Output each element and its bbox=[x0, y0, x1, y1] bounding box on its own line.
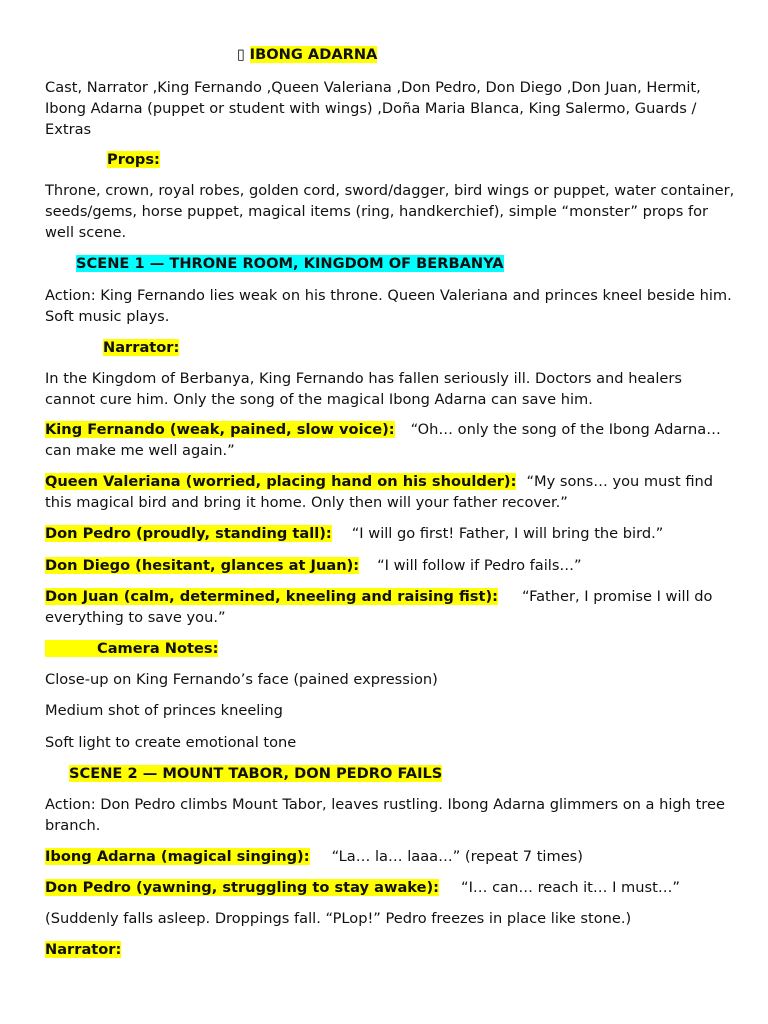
scene2-action: Action: Don Pedro climbs Mount Tabor, leaves rustling. Ibong Adarna glimmers on a high tree branch. bbox=[45, 796, 725, 834]
cast-list: Cast, Narrator ,King Fernando ,Queen Valeriana ,Don Pedro, Don Diego ,Don Juan, Hermit, Ibong Adarna (puppet or student with wings) ,Doña Maria Blanca, King Salermo, Guards / Extras bbox=[45, 79, 701, 138]
speaker-don-pedro: Don Pedro (proudly, standing tall): bbox=[45, 525, 332, 542]
scene2-heading-line bbox=[69, 763, 442, 784]
camera-notes-heading-line bbox=[45, 638, 735, 659]
speaker-don-diego: Don Diego (hesitant, glances at Juan): bbox=[45, 557, 360, 574]
line-don-juan: “Father, I promise I will do everything to save you.” bbox=[45, 588, 713, 626]
dialogue-don-diego bbox=[45, 555, 735, 576]
scene2-narrator-heading-line bbox=[45, 939, 735, 960]
speaker-ibong-adarna: Ibong Adarna (magical singing): bbox=[45, 848, 310, 865]
dialogue-queen-valeriana bbox=[45, 471, 735, 513]
line-don-diego: “I will follow if Pedro fails…” bbox=[377, 557, 582, 574]
line-queen-valeriana: “My sons… you must find this magical bird and bring it home. Only then will your father recover.” bbox=[45, 473, 714, 511]
camera-note: Soft light to create emotional tone bbox=[45, 734, 297, 751]
dialogue-don-pedro-2 bbox=[45, 877, 735, 898]
speaker-don-pedro-2: Don Pedro (yawning, struggling to stay awake): bbox=[45, 879, 440, 896]
speaker-queen-valeriana: Queen Valeriana (worried, placing hand on his shoulder): bbox=[45, 473, 517, 490]
line-don-pedro: “I will go first! Father, I will bring the bird.” bbox=[351, 525, 664, 542]
dialogue-king-fernando bbox=[45, 419, 735, 461]
scene1-narrator-heading-line bbox=[103, 337, 179, 358]
scene2-narrator-heading: Narrator: bbox=[45, 941, 122, 958]
dialogue-don-juan bbox=[45, 586, 735, 628]
camera-notes-heading bbox=[45, 640, 218, 657]
props-heading: Props: bbox=[107, 151, 160, 168]
dialogue-ibong-adarna bbox=[45, 846, 735, 867]
scene2-stage-direction: (Suddenly falls asleep. Droppings fall. “PLop!” Pedro freezes in place like stone.) bbox=[45, 910, 632, 927]
scene1-heading-line bbox=[76, 253, 504, 274]
line-king-fernando: “Oh… only the song of the Ibong Adarna… can make me well again.” bbox=[45, 421, 721, 459]
scene2-heading: SCENE 2 — MOUNT TABOR, DON PEDRO FAILS bbox=[69, 765, 443, 782]
scene1-narrator-heading: Narrator: bbox=[103, 339, 180, 356]
camera-note: Medium shot of princes kneeling bbox=[45, 702, 283, 719]
speaker-king-fernando: King Fernando (weak, pained, slow voice): bbox=[45, 421, 395, 438]
scene1-action: Action: King Fernando lies weak on his throne. Queen Valeriana and princes kneel beside him. Soft music plays. bbox=[45, 287, 732, 325]
title-text: IBONG ADARNA bbox=[249, 46, 378, 63]
props-heading-line bbox=[107, 149, 160, 170]
line-ibong-adarna: “La… la… laaa…” (repeat 7 times) bbox=[331, 848, 583, 865]
missing-glyph-icon: ▯ bbox=[237, 46, 246, 63]
scene1-heading: SCENE 1 — THRONE ROOM, KINGDOM OF BERBANYA bbox=[76, 255, 504, 272]
scene1-narrator-text: In the Kingdom of Berbanya, King Fernando has fallen seriously ill. Doctors and healers cannot cure him. Only the song of the magical Ibong Adarna can save him. bbox=[45, 370, 683, 408]
speaker-don-juan: Don Juan (calm, determined, kneeling and raising fist): bbox=[45, 588, 498, 605]
dialogue-don-pedro bbox=[45, 523, 735, 544]
camera-note: Close-up on King Fernando’s face (pained expression) bbox=[45, 671, 438, 688]
camera-notes-heading-text: Camera Notes: bbox=[97, 640, 219, 657]
props-text: Throne, crown, royal robes, golden cord, sword/dagger, bird wings or puppet, water container, seeds/gems, horse puppet, magical items (ring, handkerchief), simple “monster” props for well scene. bbox=[45, 182, 735, 241]
line-don-pedro-2: “I… can… reach it… I must…” bbox=[461, 879, 680, 896]
document-title bbox=[237, 44, 377, 65]
